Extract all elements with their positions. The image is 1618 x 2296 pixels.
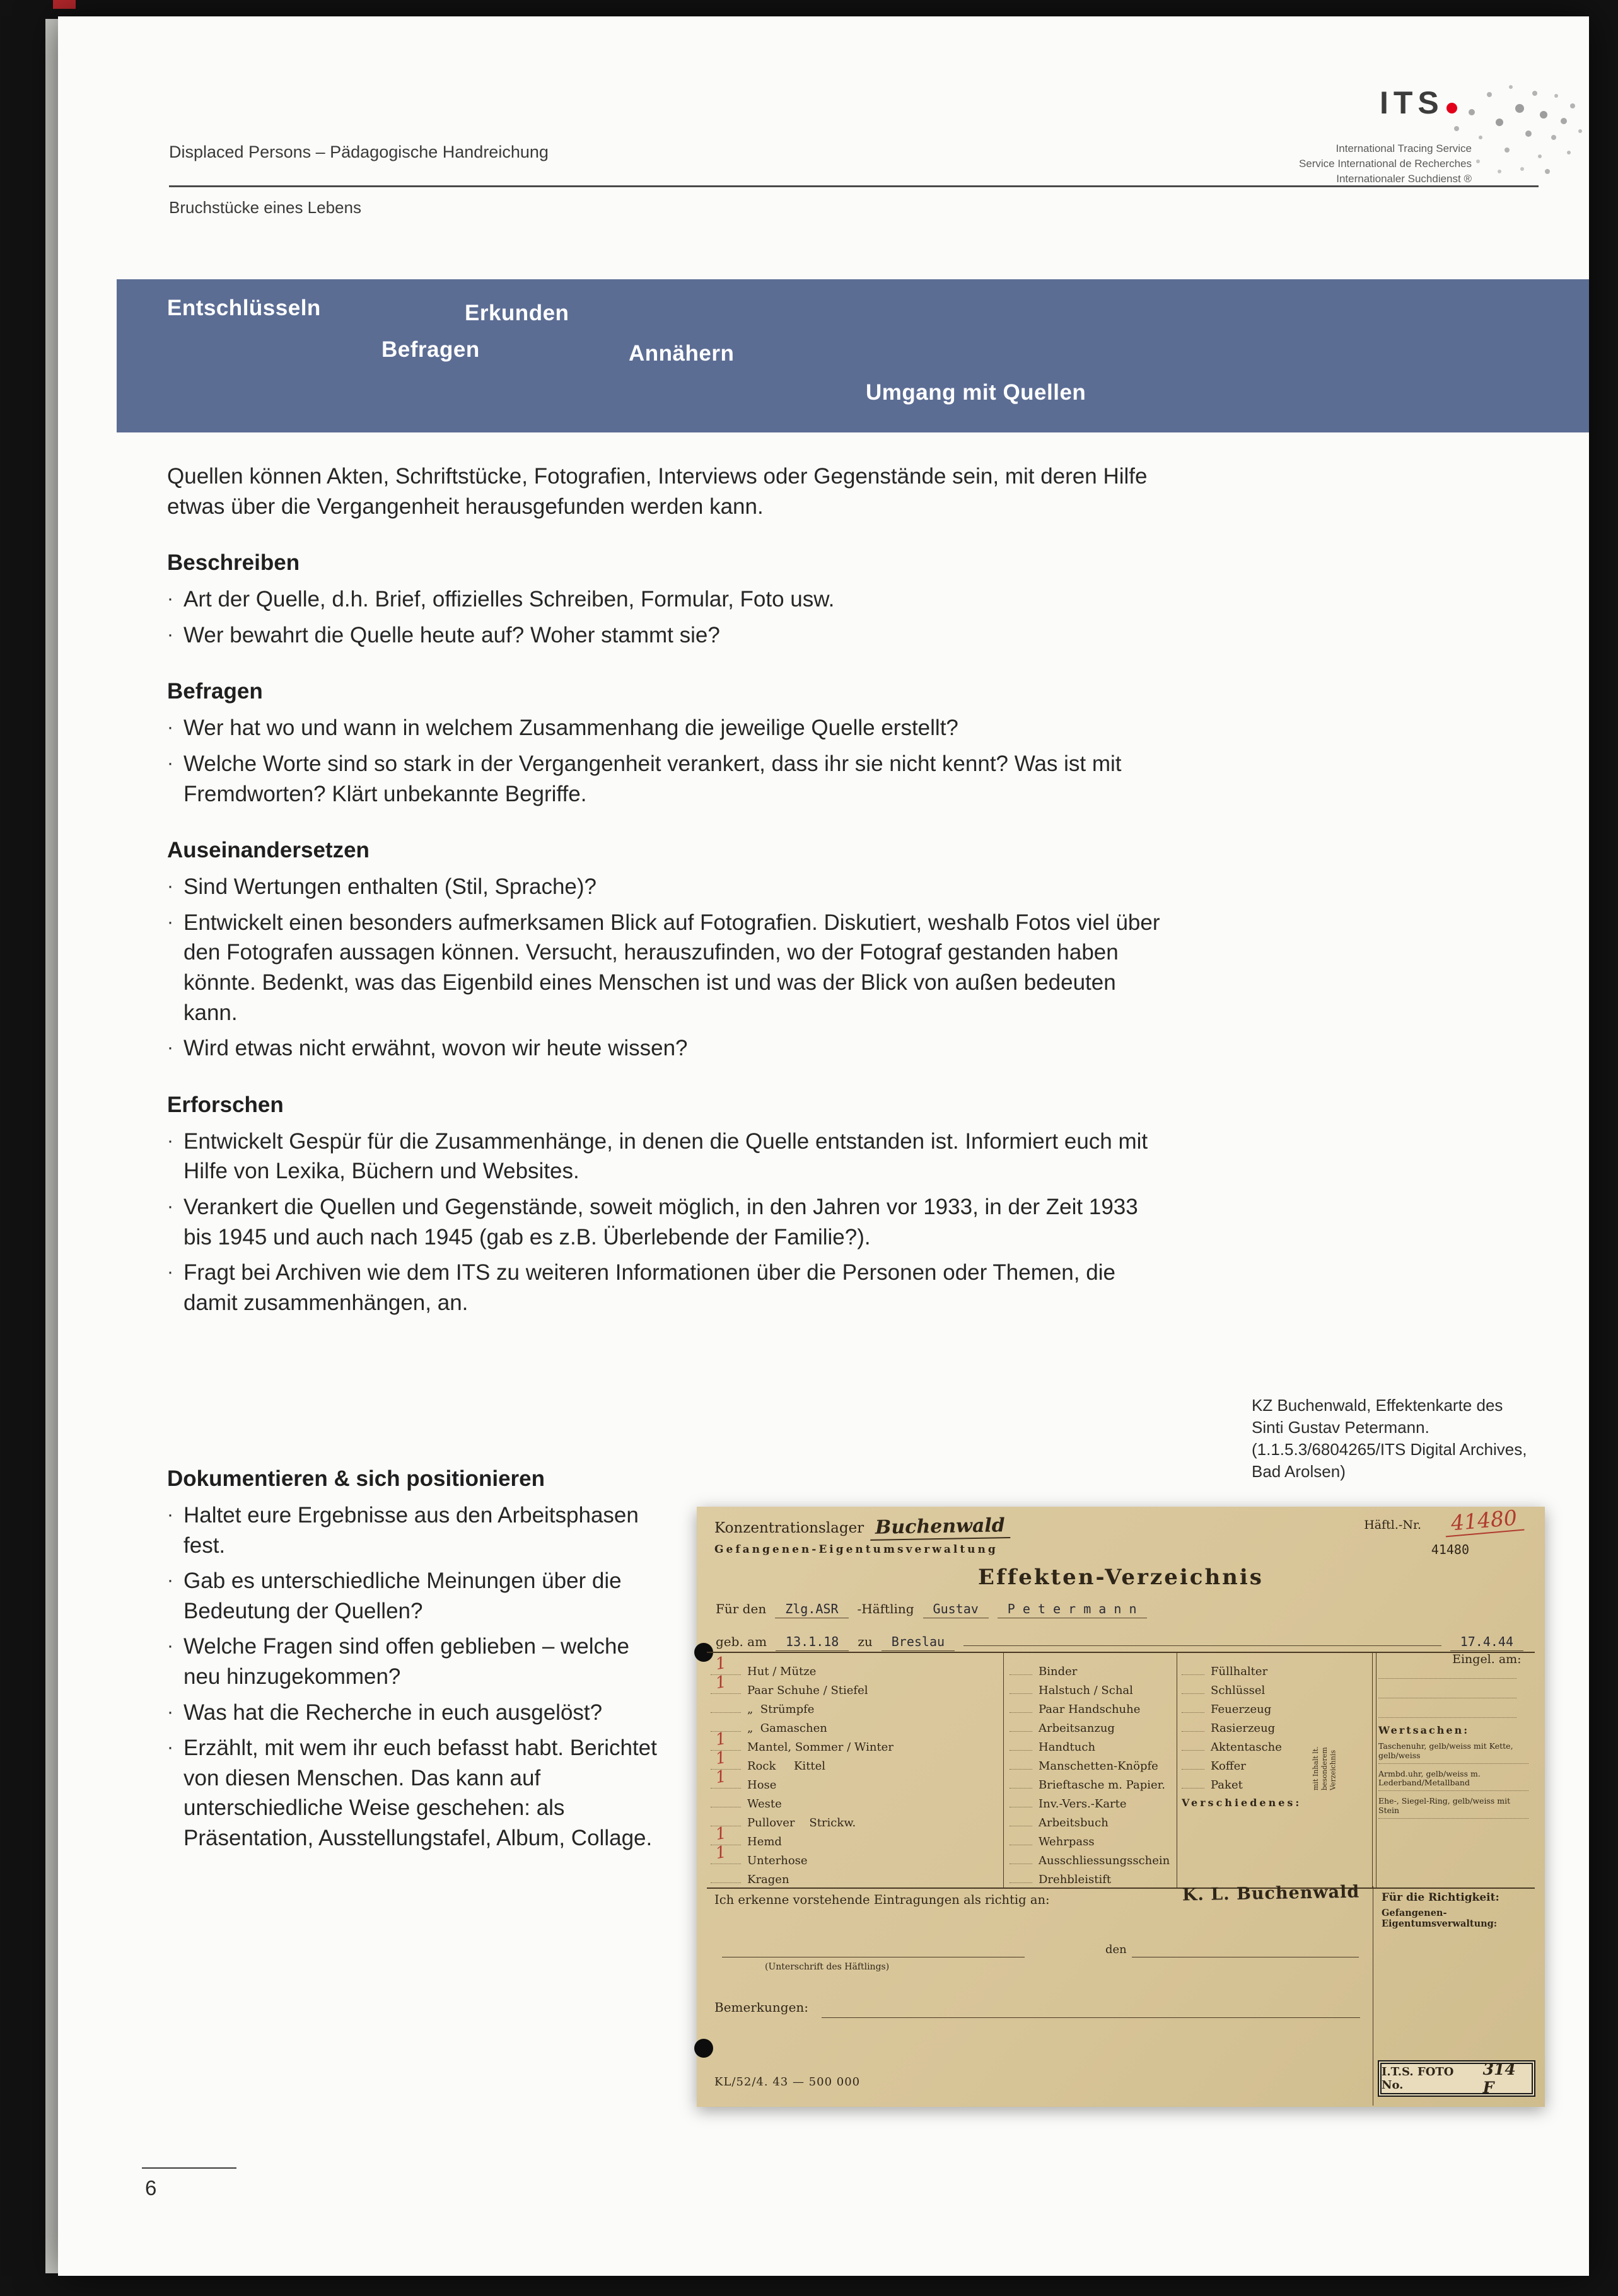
handwritten-qty: 1: [714, 1672, 728, 1693]
form-print-code: KL/52/4. 43 — 500 000: [714, 2075, 861, 2089]
item-label: Koffer: [1211, 1760, 1246, 1773]
method-banner: [117, 279, 1589, 432]
bullet-dot: ·: [167, 1130, 173, 1151]
bullet-item: [167, 713, 1170, 743]
image-caption: KZ Buchenwald, Effektenkarte des Sinti Gustav Petermann. (1.1.5.3/6804265/ITS Digital Archives, Bad Arolsen): [1252, 1396, 1527, 1481]
bullet-text: Art der Quelle, d.h. Brief, offizielles Schreiben, Formular, Foto usw.: [183, 587, 835, 612]
item-label: Paar Handschuhe: [1039, 1703, 1141, 1716]
its-red-dot-icon: [1446, 103, 1457, 113]
its-caption-line: International Tracing Service: [1336, 142, 1472, 154]
series-title: Displaced Persons – Pädagogische Handreichung: [169, 142, 549, 161]
its-caption-line: Service International de Recherches: [1298, 157, 1472, 170]
bullet-item: [167, 1500, 666, 1560]
bullet-item: [167, 584, 1170, 615]
effects-column-linen: [1010, 1659, 1172, 1886]
effects-row: [711, 1653, 999, 1678]
section-title-auseinandersetzen: Auseinandersetzen: [167, 838, 370, 863]
richtigkeit-block: [1382, 1891, 1537, 1929]
valuable-entry: Taschenuhr, gelb/weiss mit Kette, gelb/weiss: [1378, 1742, 1528, 1764]
first-name-value: Gustav: [923, 1601, 989, 1618]
camp-line: [714, 1516, 1010, 1539]
blank-line: [963, 1630, 1441, 1646]
birth-date-value: 13.1.18: [776, 1634, 849, 1651]
banner-word-erkunden: Erkunden: [465, 301, 569, 325]
prisoner-number-typed: 41480: [1431, 1542, 1469, 1557]
richtigkeit-label: Für die Richtigkeit:: [1382, 1891, 1499, 1904]
valuable-entry: Armbd.uhr, gelb/weiss m. Lederband/Metallband: [1378, 1770, 1528, 1792]
bullet-item: [167, 1733, 666, 1853]
bullet-text: Wer hat wo und wann in welchem Zusammenhang die jeweilige Quelle erstellt?: [183, 716, 958, 741]
geb-label: geb. am: [716, 1634, 767, 1649]
entry-line: [711, 1882, 741, 1883]
bullet-item: [167, 908, 1170, 1028]
its-foto-stamp: [1378, 2060, 1535, 2097]
item-label: Handtuch: [1039, 1741, 1096, 1754]
effects-column-valuables: [1378, 1659, 1528, 1819]
item-label: Mantel, Sommer / Winter: [747, 1741, 893, 1754]
item-label: Inv.-Vers.-Karte: [1039, 1797, 1127, 1811]
vertical-note: mit Inhalt lt. besonderem Verzeichnis: [1312, 1746, 1337, 1790]
item-label: Hemd: [747, 1835, 782, 1848]
bullet-item: [167, 1566, 666, 1626]
handwritten-qty: 1: [714, 1653, 728, 1674]
item-label: Feuerzeug: [1211, 1703, 1272, 1716]
zu-label: zu: [858, 1634, 873, 1649]
entry-line: [1010, 1882, 1032, 1883]
effects-row: [1010, 1848, 1172, 1867]
effects-row: [1182, 1678, 1365, 1697]
handwritten-qty: 1: [714, 1842, 728, 1864]
item-label: Rasierzeug: [1211, 1722, 1276, 1735]
bullet-item: [167, 1127, 1170, 1186]
bullet-dot: ·: [167, 1195, 173, 1217]
bullet-item: [167, 1258, 1170, 1318]
entry-line: [1010, 1769, 1032, 1770]
bullet-text: Gab es unterschiedliche Meinungen über die Bedeutung der Quellen?: [183, 1568, 622, 1623]
effects-row: [711, 1672, 999, 1697]
entry-line: [1182, 1769, 1204, 1770]
remarks-label: Bemerkungen:: [714, 2000, 809, 2015]
bullet-item: [167, 1632, 666, 1691]
effects-card-scan: [697, 1507, 1545, 2107]
bullet-item: [167, 1192, 1170, 1252]
item-label: Schlüssel: [1211, 1684, 1266, 1697]
effects-row: [1010, 1829, 1172, 1848]
bullet-dot: ·: [167, 1737, 173, 1758]
banner-word-annaehern: Annähern: [629, 341, 735, 366]
item-label: Drehbleistift: [1039, 1873, 1112, 1886]
admission-date-value: 17.4.44: [1450, 1634, 1523, 1651]
camp-stamp-signature: K. L. Buchenwald: [1182, 1882, 1360, 1905]
entry-line: [1182, 1750, 1204, 1751]
item-label: Unterhose: [747, 1854, 808, 1867]
bullet-dot: ·: [167, 1261, 173, 1283]
item-label: Pullover Strickw.: [747, 1816, 856, 1829]
effects-row: [1010, 1811, 1172, 1829]
bullet-text: Erzählt, mit wem ihr euch befasst habt. Berichtet von diesen Menschen. Das kann auf unterschiedliche Weise geschehen: als Präsentation, Ausstellungstafel, Album, Collage.: [183, 1736, 657, 1850]
effects-column-clothing: [711, 1653, 999, 1886]
unit-value: Zlg.ASR: [775, 1601, 848, 1618]
effects-row: [711, 1792, 999, 1811]
bullet-dot: ·: [167, 717, 173, 738]
handwritten-qty: 1: [714, 1748, 728, 1769]
effects-row: [711, 1811, 999, 1829]
entry-line: [1182, 1712, 1204, 1713]
entry-line: [1010, 1674, 1032, 1675]
item-label: Ausschliessungsschein: [1039, 1854, 1170, 1867]
prisoner-number-label: Häftl.-Nr.: [1364, 1518, 1421, 1532]
banner-word-entschluesseln: Entschlüsseln: [167, 296, 321, 320]
table-divider: [1372, 1653, 1373, 1887]
effects-row: [1010, 1792, 1172, 1811]
entry-line: [1010, 1693, 1032, 1694]
entry-line: [711, 1788, 741, 1789]
document-page: [58, 16, 1589, 2276]
booklet-title: Bruchstücke eines Lebens: [169, 198, 361, 217]
birth-place-value: Breslau: [882, 1634, 955, 1651]
entry-line: [1182, 1674, 1204, 1675]
effects-row: [711, 1729, 999, 1754]
entry-line: [1182, 1731, 1204, 1732]
page-number: 6: [145, 2176, 157, 2200]
effects-row: [1010, 1716, 1172, 1735]
bullet-item: [167, 620, 1170, 651]
bullet-text: Entwickelt einen besonders aufmerksamen Blick auf Fotografien. Diskutiert, weshalb Fotos viel über den Fotografen aussagen können. Versucht, herauszufinden, wo der Fotograf gestanden haben könnte. Bedenkt, was das Eigenbild eines Menschen ist und was der Blick von außen bedeuten kann.: [183, 910, 1160, 1025]
bullet-dot: ·: [167, 752, 173, 774]
effects-row: [1010, 1754, 1172, 1773]
footer-rule: [142, 2167, 236, 2169]
richtigkeit-department: Gefangenen-Eigentumsverwaltung:: [1382, 1908, 1498, 1929]
item-label: Hose: [747, 1778, 777, 1792]
entry-line: [1182, 1788, 1204, 1789]
item-label: Paket: [1211, 1778, 1243, 1792]
effects-row: [1010, 1735, 1172, 1754]
item-label: Rock Kittel: [747, 1760, 826, 1773]
section-title-erforschen: Erforschen: [167, 1092, 284, 1117]
bullet-item: [167, 1698, 666, 1728]
den-label: den: [1105, 1943, 1127, 1956]
bullet-item: [167, 749, 1170, 809]
bullet-text: Fragt bei Archiven wie dem ITS zu weiteren Informationen über die Personen oder Themen, die damit zusammenhängen, an.: [183, 1260, 1115, 1315]
effects-row: [711, 1716, 999, 1735]
entry-line: [1010, 1731, 1032, 1732]
card-title: Effekten-Verzeichnis: [978, 1565, 1264, 1590]
bullet-text: Wird etwas nicht erwähnt, wovon wir heute wissen?: [183, 1036, 688, 1061]
bullet-dot: ·: [167, 1635, 173, 1657]
its-logo-caption: [1231, 141, 1472, 186]
foto-stamp-number: 314 F: [1482, 2060, 1516, 2097]
bullet-text: Wer bewahrt die Quelle heute auf? Woher stammt sie?: [183, 622, 720, 647]
foto-stamp-label: I.T.S. FOTO No.: [1382, 2065, 1454, 2092]
entry-line: [711, 1712, 741, 1713]
bullet-dot: ·: [167, 1037, 173, 1058]
item-label: Manschetten-Knöpfe: [1039, 1760, 1158, 1773]
confirmation-text: Ich erkenne vorstehende Eintragungen als richtig an:: [714, 1893, 1050, 1907]
item-label: Weste: [747, 1797, 782, 1811]
section-title-dokumentieren: Dokumentieren & sich positionieren: [167, 1466, 545, 1491]
handwritten-qty: 1: [714, 1729, 728, 1750]
banner-word-umgang-mit-quellen: Umgang mit Quellen: [866, 380, 1086, 405]
effects-row: [711, 1823, 999, 1848]
item-label: „ Gamaschen: [747, 1722, 827, 1735]
remarks-line: [822, 2017, 1360, 2018]
item-label: Brieftasche m. Papier.: [1039, 1778, 1165, 1792]
entry-line: [1010, 1750, 1032, 1751]
effects-row: [711, 1867, 999, 1886]
punch-hole: [694, 2039, 713, 2058]
effects-row: [1010, 1659, 1172, 1678]
effects-row: [1010, 1697, 1172, 1716]
bullet-dot: ·: [167, 1701, 173, 1722]
effects-row: [1182, 1659, 1365, 1678]
fuer-den-label: Für den: [716, 1601, 767, 1616]
section-title-befragen: Befragen: [167, 679, 263, 704]
bullet-item: [167, 872, 1170, 902]
effects-row: [1010, 1773, 1172, 1792]
haeftling-label: -Häftling: [857, 1601, 914, 1616]
item-label: Arbeitsanzug: [1039, 1722, 1115, 1735]
section-title-beschreiben: Beschreiben: [167, 550, 300, 576]
table-divider: [1003, 1653, 1004, 1887]
item-label: Aktentasche: [1211, 1741, 1282, 1754]
effects-row: [1010, 1867, 1172, 1886]
bullet-text: Welche Fragen sind offen geblieben – welche neu hinzugekommen?: [183, 1634, 629, 1689]
handwritten-qty: 1: [714, 1823, 728, 1845]
bullet-text: Sind Wertungen enthalten (Stil, Sprache)?: [183, 874, 597, 900]
effects-row: [711, 1842, 999, 1867]
its-logo-text: ITS: [1380, 85, 1444, 120]
bullet-dot: ·: [167, 876, 173, 897]
bullet-item: [167, 1033, 1170, 1064]
bullet-text: Was hat die Recherche in euch ausgelöst?: [183, 1700, 603, 1725]
prisoner-number-handwritten: 41480: [1443, 1505, 1524, 1538]
valuable-entry: Ehe-, Siegel-Ring, gelb/weiss mit Stein: [1378, 1797, 1528, 1819]
item-label: Paar Schuhe / Stiefel: [747, 1684, 868, 1697]
photo-artifact-red: [53, 0, 76, 9]
bullet-dot: ·: [167, 588, 173, 610]
blank-dotted-line: [1378, 1679, 1516, 1698]
signature-caption: (Unterschrift des Häftlings): [765, 1962, 890, 1972]
its-logo: [1380, 84, 1457, 121]
item-label: Halstuch / Schal: [1039, 1684, 1133, 1697]
wertsachen-label: Wertsachen:: [1378, 1724, 1470, 1736]
department-label: Gefangenen-Eigentumsverwaltung: [714, 1543, 998, 1556]
bullet-dot: ·: [167, 623, 173, 645]
bullet-text: Welche Worte sind so stark in der Vergangenheit verankert, dass ihr sie nicht kennt? Was ist mit Fremdworten? Klärt unbekannte Begriffe.: [183, 751, 1122, 806]
banner-word-befragen: Befragen: [381, 337, 480, 362]
item-label: „ Strümpfe: [747, 1703, 815, 1716]
eingel-label: Eingel. am:: [1452, 1652, 1522, 1666]
bullet-dot: ·: [167, 1570, 173, 1591]
handwritten-qty: 1: [714, 1766, 728, 1788]
section-dokumentieren: [167, 1466, 666, 1859]
intro-paragraph: Quellen können Akten, Schriftstücke, Fotografien, Interviews oder Gegenstände sein, mit deren Hilfe etwas über die Vergangenheit herausgefunden werden kann.: [167, 464, 1148, 519]
item-label: Füllhalter: [1211, 1665, 1268, 1678]
camp-name-stamp: Buchenwald: [870, 1514, 1010, 1541]
blank-dotted-line: [1378, 1659, 1516, 1679]
item-label: Hut / Mütze: [747, 1665, 817, 1678]
bullet-dot: ·: [167, 1504, 173, 1525]
page-stack-edge: [45, 19, 58, 2273]
effects-table: [707, 1652, 1535, 1889]
effects-row: [711, 1697, 999, 1716]
entry-line: [1010, 1712, 1032, 1713]
bullet-text: Haltet eure Ergebnisse aus den Arbeitsphasen fest.: [183, 1503, 639, 1558]
entry-line: [711, 1693, 741, 1694]
bullet-text: Verankert die Quellen und Gegenstände, soweit möglich, in den Jahren vor 1933, in der Zeit 1933 bis 1945 und auch nach 1945 (gab es z.B. Überlebende der Familie?).: [183, 1194, 1138, 1249]
effects-row: [711, 1748, 999, 1773]
entry-line: [1182, 1693, 1204, 1694]
item-label: Arbeitsbuch: [1039, 1816, 1109, 1829]
prisoner-info-row: [716, 1601, 1523, 1618]
bullet-text: Entwickelt Gespür für die Zusammenhänge, in denen die Quelle entstanden ist. Informiert euch mit Hilfe von Lexika, Büchern und Websites.: [183, 1128, 1148, 1184]
its-caption-line: Internationaler Suchdienst ®: [1336, 172, 1472, 185]
item-label: Kragen: [747, 1873, 789, 1886]
camp-label: Konzentrationslager: [714, 1520, 864, 1536]
entry-line: [1010, 1788, 1032, 1789]
item-label: Binder: [1039, 1665, 1078, 1678]
main-content: [167, 461, 1170, 1323]
blank-dotted-line: [1378, 1698, 1516, 1718]
last-name-value: P e t e r m a n n: [998, 1601, 1147, 1618]
verschiedenes-label: Verschiedenes:: [1182, 1797, 1302, 1809]
effects-row: [1010, 1678, 1172, 1697]
bullet-dot: ·: [167, 911, 173, 932]
item-label: Wehrpass: [1039, 1835, 1095, 1848]
